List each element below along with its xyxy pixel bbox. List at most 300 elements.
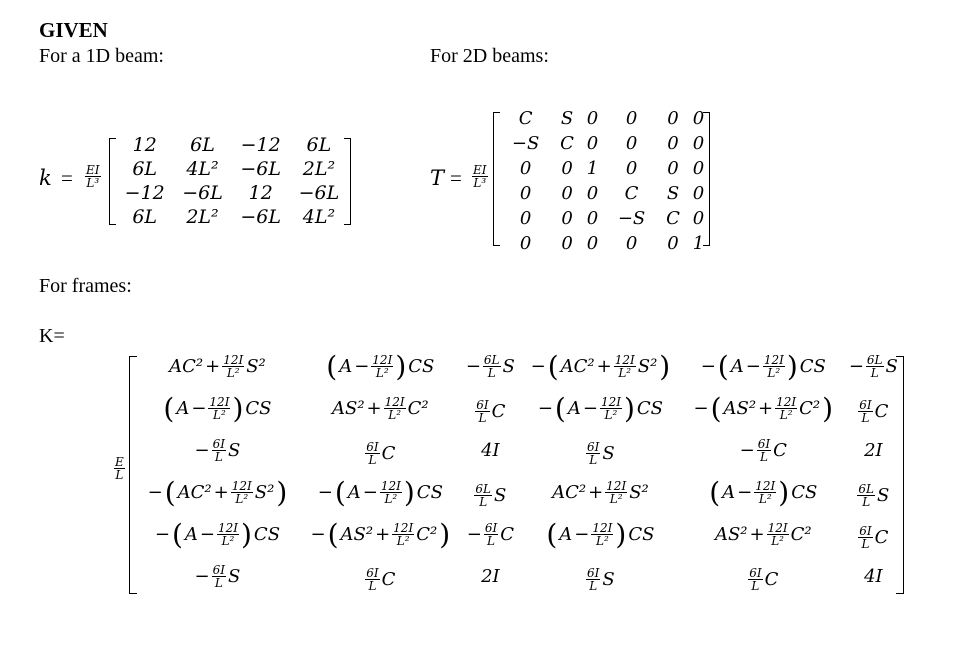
K-matrix-row	[136, 513, 902, 555]
K-cell-expression	[857, 483, 889, 508]
fraction	[212, 438, 226, 463]
fraction	[231, 480, 253, 505]
math-term: S	[502, 355, 515, 377]
T-matrix-cell: 0	[561, 233, 573, 254]
fraction-num: 6I	[476, 397, 489, 412]
K-cell-expression	[709, 476, 817, 509]
K-matrix-cell	[519, 345, 682, 387]
K-matrix-row	[136, 429, 902, 471]
fraction-den: L²	[226, 365, 240, 380]
math-paren: (	[710, 391, 722, 425]
K-matrix-cell	[845, 387, 902, 429]
T-matrix-cell: 0	[519, 233, 532, 254]
fraction-den: L²	[767, 365, 781, 380]
k-matrix-cell: 4L²	[186, 158, 219, 180]
k-matrix-cell: 12	[132, 134, 157, 156]
fraction	[775, 396, 797, 421]
k-matrix-cell: −6L	[240, 206, 282, 228]
math-operator: −	[317, 481, 333, 503]
math-term: AS²	[340, 523, 374, 545]
T-matrix-cell: C	[518, 108, 533, 129]
fraction-den: L	[479, 494, 488, 509]
K-cell-expression	[740, 438, 787, 463]
k-matrix-cell: 2L²	[302, 158, 336, 180]
T-matrix-cell: 0	[519, 183, 532, 204]
math-operator: −	[154, 523, 170, 545]
fraction	[474, 483, 492, 508]
math-term: S²	[637, 355, 658, 377]
K-matrix-cell	[462, 471, 519, 513]
K-matrix-cell	[299, 429, 462, 471]
fraction	[605, 480, 627, 505]
K-matrix-row	[136, 387, 902, 429]
T-matrix-row	[498, 131, 710, 156]
T-factor-den: L³	[473, 176, 487, 190]
fraction	[365, 567, 379, 592]
K-cell-expression	[693, 392, 833, 425]
math-paren: (	[326, 349, 338, 383]
math-paren: )	[395, 349, 407, 383]
math-term: S	[602, 442, 615, 464]
math-term: CS	[416, 481, 443, 503]
math-operator: −	[700, 355, 716, 377]
fraction-num: 6I	[366, 565, 379, 580]
fraction	[384, 396, 406, 421]
K-matrix-cell	[299, 513, 462, 555]
math-term: C	[381, 442, 396, 464]
K-cell-expression	[864, 440, 883, 461]
fraction-num: 6I	[859, 397, 872, 412]
k-matrix-cell: −6L	[182, 182, 223, 204]
T-matrix	[498, 106, 710, 256]
math-operator: +	[758, 397, 774, 419]
math-operator: −	[737, 481, 753, 503]
K-factor-num: E	[115, 455, 124, 469]
fraction-den: L²	[396, 533, 410, 548]
math-term: 4I	[864, 565, 883, 587]
fraction-den: L	[751, 578, 760, 593]
T-matrix-cell: 0	[667, 158, 679, 179]
math-paren: )	[403, 475, 415, 509]
K-cell-expression	[849, 354, 898, 379]
fraction-num: 12I	[217, 520, 238, 535]
math-term: AC²	[552, 481, 587, 503]
fraction-den: L²	[771, 533, 784, 548]
fraction-num: 6I	[366, 439, 379, 454]
math-term: C²	[790, 523, 812, 545]
K-cell-expression	[481, 440, 500, 461]
fraction	[212, 564, 226, 589]
math-term: CS	[408, 355, 435, 377]
fraction-den: L²	[388, 407, 402, 422]
k-symbol: k	[39, 166, 52, 190]
fraction	[208, 396, 230, 421]
K-matrix-cell	[462, 555, 519, 597]
K-matrix-cell	[682, 471, 845, 513]
fraction	[858, 525, 872, 550]
math-operator: −	[354, 355, 370, 377]
fraction-den: L²	[213, 407, 226, 422]
fraction	[767, 522, 789, 547]
T-matrix-cell: C	[560, 133, 574, 154]
T-matrix-row	[498, 106, 710, 131]
T-matrix-row	[498, 231, 710, 256]
T-matrix-cell: 0	[667, 108, 679, 129]
fraction-den: L	[861, 536, 870, 551]
T-matrix-cell: 0	[692, 208, 705, 229]
fraction	[217, 522, 239, 547]
K-cell-expression	[858, 399, 888, 424]
fraction-num: 6L	[858, 481, 874, 496]
fraction	[586, 441, 600, 466]
T-matrix-cell: 0	[692, 158, 705, 179]
fraction-num: 6I	[859, 523, 872, 538]
K-matrix-cell	[682, 345, 845, 387]
T-matrix-cell: 0	[586, 183, 599, 204]
fraction-num: 12I	[755, 478, 776, 493]
math-paren: (	[709, 475, 721, 509]
math-paren: (	[164, 475, 176, 509]
K-matrix-cell	[682, 555, 845, 597]
T-matrix-cell: C	[666, 208, 680, 229]
math-operator: −	[147, 481, 163, 503]
K-cell-expression	[365, 567, 395, 592]
fraction-num: 12I	[763, 352, 784, 367]
math-operator: +	[596, 355, 612, 377]
math-paren: )	[439, 517, 451, 551]
fraction	[748, 567, 762, 592]
K-matrix-cell	[682, 429, 845, 471]
math-paren: )	[778, 475, 790, 509]
K-cell-expression	[586, 567, 615, 592]
math-term: C	[874, 526, 889, 548]
T-matrix-cell: S	[560, 108, 574, 129]
K-cell-expression	[546, 518, 654, 551]
fraction-den: L	[478, 410, 487, 425]
T-matrix-cell: 0	[586, 208, 599, 229]
k-matrix-cell: 4L²	[302, 206, 336, 228]
T-matrix-cell: 0	[667, 133, 679, 154]
k-matrix-cell: 2L²	[186, 206, 219, 228]
math-operator: −	[574, 523, 590, 545]
math-operator: −	[537, 397, 553, 419]
math-term: A	[339, 355, 353, 377]
K-factor	[114, 456, 125, 481]
K-cell-expression	[481, 566, 500, 587]
math-operator: −	[310, 523, 326, 545]
T-symbol: T	[430, 166, 445, 190]
K-cell-expression	[326, 350, 434, 383]
K-matrix-row	[136, 345, 902, 387]
math-operator: −	[848, 355, 864, 377]
K-cell-expression	[586, 441, 615, 466]
K-matrix-cell	[519, 387, 682, 429]
T-right-bracket	[703, 112, 710, 246]
T-matrix-cell: 1	[586, 158, 599, 179]
T-matrix-row	[498, 156, 710, 181]
math-term: 4I	[481, 439, 500, 461]
k-left-bracket	[109, 138, 116, 225]
fraction-den: L²	[758, 491, 772, 506]
T-matrix-cell: 0	[692, 108, 705, 129]
math-term: AC²	[560, 355, 595, 377]
fraction-num: 12I	[380, 478, 401, 493]
fraction-num: 6L	[475, 481, 491, 496]
fraction-den: L	[214, 575, 223, 590]
math-term: S	[885, 355, 898, 377]
math-term: C²	[799, 397, 821, 419]
K-right-bracket	[896, 356, 904, 594]
frames-label: For frames:	[39, 275, 132, 297]
k-matrix-cell: −6L	[240, 158, 282, 180]
K-matrix-cell	[136, 471, 299, 513]
T-matrix-cell: 0	[586, 133, 599, 154]
T-matrix-cell: 0	[586, 108, 599, 129]
fraction-num: 12I	[767, 520, 788, 535]
fraction	[757, 438, 771, 463]
math-term: A	[722, 481, 736, 503]
fraction-den: L	[214, 449, 223, 464]
k-matrix-row	[116, 181, 348, 205]
math-operator: −	[199, 523, 215, 545]
math-operator: +	[205, 355, 221, 377]
K-cell-expression	[701, 350, 826, 383]
beam1d-label: For a 1D beam:	[39, 45, 164, 67]
math-paren: (	[334, 475, 346, 509]
fraction	[614, 354, 636, 379]
fraction-den: L²	[779, 407, 793, 422]
fraction-num: 6I	[757, 436, 771, 451]
fraction-den: L²	[618, 365, 632, 380]
K-matrix-cell	[462, 429, 519, 471]
math-operator: −	[465, 355, 481, 377]
fraction-den: L	[589, 578, 598, 593]
k-factor	[85, 164, 101, 189]
K-cell-expression	[148, 476, 288, 509]
fraction	[365, 441, 379, 466]
K-matrix-cell	[299, 345, 462, 387]
K-cell-expression	[332, 396, 429, 421]
K-matrix-cell	[845, 345, 902, 387]
fraction-num: 12I	[231, 478, 252, 493]
T-matrix-cell: 0	[519, 208, 532, 229]
fraction-num: 6I	[484, 520, 498, 535]
math-term: AC²	[177, 481, 212, 503]
K-cell-expression	[195, 564, 241, 589]
fraction-num: 6L	[483, 352, 500, 367]
K-cell-expression	[467, 522, 514, 547]
math-term: S	[228, 439, 241, 461]
K-matrix-cell	[462, 387, 519, 429]
k-matrix-cell: −6L	[298, 182, 340, 204]
math-term: S	[876, 484, 890, 506]
math-paren: (	[163, 391, 175, 425]
fraction-den: L	[487, 533, 495, 548]
fraction-num: 12I	[393, 520, 414, 535]
math-term: A	[730, 355, 744, 377]
K-cell-expression	[475, 399, 505, 424]
T-matrix-cell: 0	[692, 183, 705, 204]
fraction-den: L²	[235, 491, 249, 506]
K-cell-expression	[748, 567, 778, 592]
math-term: A	[184, 523, 198, 545]
T-matrix-row	[498, 206, 710, 231]
fraction-num: 12I	[600, 394, 621, 409]
fraction-den: L²	[221, 533, 235, 548]
T-matrix-cell: −S	[617, 208, 646, 229]
math-paren: (	[547, 349, 559, 383]
T-matrix-cell: 0	[519, 158, 532, 179]
math-operator: +	[749, 523, 765, 545]
math-term: S	[493, 484, 507, 506]
math-term: S	[228, 565, 241, 587]
K-matrix-cell	[682, 513, 845, 555]
K-matrix-cell	[136, 387, 299, 429]
math-term: CS	[245, 397, 272, 419]
K-cell-expression	[318, 476, 443, 509]
K-matrix-cell	[845, 513, 902, 555]
fraction-num: 12I	[209, 394, 230, 409]
math-operator: −	[739, 439, 755, 461]
k-matrix-row	[116, 157, 348, 181]
T-matrix-cell: 0	[561, 183, 573, 204]
K-matrix-cell	[462, 513, 519, 555]
fraction	[222, 354, 244, 379]
fraction	[475, 399, 489, 424]
fraction	[858, 399, 872, 424]
math-term: S²	[246, 355, 266, 377]
fraction-den: L	[759, 449, 768, 464]
T-matrix-cell: C	[624, 183, 639, 204]
math-term: C	[381, 568, 396, 590]
K-matrix-cell	[136, 345, 299, 387]
math-paren: (	[717, 349, 729, 383]
math-operator: +	[366, 397, 382, 419]
k-matrix	[116, 133, 348, 229]
fraction-den: L	[368, 452, 377, 467]
math-term: A	[567, 397, 581, 419]
math-paren: )	[786, 349, 798, 383]
math-term: C	[764, 568, 779, 590]
k-factor-num: EI	[86, 163, 100, 177]
fraction-den: L²	[604, 407, 618, 422]
math-term: C²	[416, 523, 438, 545]
k-matrix-cell: −12	[124, 182, 165, 204]
K-cell-expression	[552, 480, 649, 505]
T-matrix-cell: 0	[625, 108, 638, 129]
fraction-den: L²	[375, 365, 389, 380]
K-factor-den: L	[115, 468, 124, 482]
math-operator: −	[745, 355, 761, 377]
fraction	[380, 480, 402, 505]
K-cell-expression	[466, 354, 515, 379]
math-operator: +	[213, 481, 229, 503]
K-cell-expression	[155, 518, 280, 551]
fraction-den: L	[368, 578, 377, 593]
math-paren: )	[615, 517, 627, 551]
T-matrix-cell: 1	[692, 233, 705, 254]
T-matrix-row	[498, 181, 710, 206]
math-operator: −	[466, 523, 482, 545]
math-operator: −	[582, 397, 598, 419]
k-equals: =	[61, 166, 73, 190]
K-cell-expression	[858, 525, 888, 550]
math-term: C	[773, 439, 787, 461]
K-cell-expression	[531, 350, 671, 383]
T-matrix-cell: 0	[561, 208, 573, 229]
fraction-num: 12I	[606, 478, 627, 493]
K-matrix-cell	[519, 555, 682, 597]
fraction-num: 6I	[749, 565, 762, 580]
K-matrix-cell	[845, 555, 902, 597]
K-matrix-cell	[519, 429, 682, 471]
T-matrix-cell: −S	[511, 133, 540, 154]
K-matrix-cell	[299, 555, 462, 597]
k-matrix-row	[116, 133, 348, 157]
K-matrix-row	[136, 555, 902, 597]
math-paren: )	[659, 349, 671, 383]
fraction-num: 6I	[587, 439, 600, 454]
math-term: S²	[629, 481, 649, 503]
math-term: CS	[799, 355, 826, 377]
fraction-den: L	[870, 365, 879, 380]
fraction	[857, 483, 875, 508]
T-matrix-cell: 0	[561, 158, 573, 179]
fraction	[763, 354, 785, 379]
K-matrix-cell	[462, 345, 519, 387]
fraction-den: L²	[609, 491, 623, 506]
K-label: K=	[39, 325, 65, 347]
math-term: A	[347, 481, 361, 503]
math-term: A	[176, 397, 190, 419]
math-term: C	[874, 400, 889, 422]
fraction	[484, 522, 498, 547]
page-title: GIVEN	[39, 18, 108, 42]
math-operator: −	[191, 397, 207, 419]
math-term: S²	[254, 481, 275, 503]
K-cell-expression	[365, 441, 395, 466]
k-matrix-cell: 6L	[132, 206, 158, 228]
k-right-bracket	[344, 138, 351, 225]
T-factor-num: EI	[473, 163, 487, 177]
T-factor	[472, 164, 488, 189]
fraction-den: L²	[384, 491, 398, 506]
math-paren: (	[171, 517, 183, 551]
K-matrix-cell	[299, 387, 462, 429]
math-term: 2I	[864, 439, 883, 461]
math-paren: )	[623, 391, 635, 425]
fraction-num: 6I	[587, 565, 600, 580]
math-term: C	[500, 523, 514, 545]
fraction-den: L	[861, 410, 870, 425]
T-equals: =	[450, 166, 462, 190]
T-matrix-cell: 0	[586, 233, 599, 254]
K-matrix-cell	[845, 471, 902, 513]
K-matrix-cell	[519, 471, 682, 513]
T-matrix-cell: 0	[667, 233, 679, 254]
fraction	[600, 396, 622, 421]
fraction	[392, 522, 414, 547]
K-cell-expression	[474, 483, 506, 508]
K-matrix-row	[136, 471, 902, 513]
math-term: AS²	[723, 397, 757, 419]
K-cell-expression	[163, 392, 271, 425]
K-cell-expression	[864, 566, 883, 587]
T-matrix-cell: 0	[692, 133, 705, 154]
K-matrix-cell	[136, 429, 299, 471]
fraction-den: L	[589, 452, 598, 467]
math-term: CS	[791, 481, 818, 503]
